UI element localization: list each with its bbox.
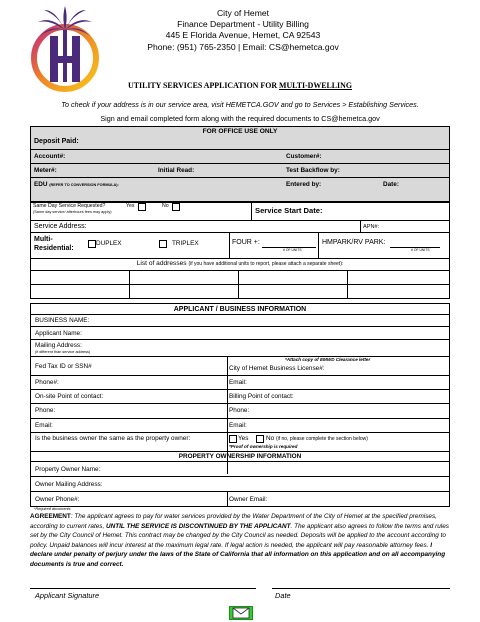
org-address: 445 E Florida Avenue, Hemet, CA 92543 (165, 30, 321, 41)
form-title-prefix: UTILITY SERVICES APPLICATION FOR (128, 81, 280, 90)
divider (347, 270, 348, 299)
divider (30, 284, 450, 285)
agreement-declaration: I declare under penalty of perjury under the laws of the State of California that all information on this application and on all accompanying documents is true and correct. (30, 541, 446, 568)
duplex-label: DUPLEX (96, 240, 122, 247)
divider (30, 149, 450, 150)
divider (30, 375, 450, 376)
service-area-instruction: To check if your address is in our service area, visit HEMETCA.GOV and go to Services > Establishing Services. (61, 100, 419, 109)
required-docs-note: *Required documents (34, 507, 71, 511)
date-signature-line[interactable] (272, 588, 450, 589)
applicant-signature-label: Applicant Signature (35, 591, 100, 600)
apn-label: APN#: (363, 224, 380, 230)
letterhead (118, 8, 368, 53)
divider (229, 232, 230, 258)
divider (251, 202, 252, 220)
customer-label: Customer#: (286, 153, 322, 160)
divider (30, 476, 450, 477)
divider (129, 270, 130, 299)
org-name: City of Hemet (216, 8, 270, 18)
divider (30, 389, 450, 390)
mailing-address-label: Mailing Address: (35, 342, 82, 349)
divider (30, 451, 450, 452)
divider (30, 177, 450, 178)
office-use-heading: FOR OFFICE USE ONLY (202, 128, 278, 135)
same-day-no-checkbox[interactable] (172, 203, 180, 211)
fed-tax-label: Fed Tax ID or SSN# (35, 363, 92, 370)
divider (30, 314, 450, 315)
onsite-email-label: Email: (35, 422, 53, 429)
agreement-text (30, 512, 450, 570)
owner-email-label: Owner Email: (229, 496, 268, 503)
business-license-label: City of Hemet Business License#: (229, 365, 325, 372)
account-label: Account#: (34, 153, 66, 160)
mailing-address-note: (if different than service address) (35, 350, 91, 354)
same-day-note: (Same day service/ afterhours fees may apply) (33, 210, 112, 214)
onsite-contact-label: On-site Point of contact: (35, 393, 104, 400)
edu-note: (REFER TO CONVERSION FORMULA): (49, 183, 119, 187)
date-label: Date: (383, 181, 399, 188)
email-form-button[interactable] (229, 606, 253, 620)
divider (30, 491, 450, 492)
owner-phone-label: Owner Phone#: (35, 496, 80, 503)
divider (30, 403, 450, 404)
owner-same-label: Is the business owner the same as the property owner: (35, 435, 191, 442)
hmpark-label: HMPARK/RV PARK: (322, 239, 386, 246)
divider (30, 163, 450, 164)
owner-same-no-label (266, 435, 368, 442)
divider (30, 220, 450, 221)
divider (30, 339, 450, 340)
test-backflow-label: Test Backflow by: (286, 167, 340, 174)
envelope-icon (230, 607, 252, 619)
billing-contact-label: Billing Point of contact: (229, 393, 294, 400)
submit-instruction: Sign and email completed form along with the required documents to CS@hemetca.gov (100, 114, 380, 123)
owner-same-yes-label: Yes (238, 435, 249, 442)
proof-of-ownership-note: *Proof of ownership is required (229, 444, 298, 449)
owner-same-no-checkbox[interactable] (256, 435, 264, 443)
applicant-name-label: Applicant Name: (35, 330, 82, 337)
divider (30, 326, 450, 327)
list-addresses-text: List of addresses (136, 260, 187, 267)
form-title (92, 81, 388, 90)
list-addresses-note: (if you have additional units to report, please attach a separate sheet): (188, 261, 344, 267)
agreement-part-1: : The applicant agrees to pay for water services provided by the Water Department of the City of Hemet at the specified premises, according to current rates, (30, 513, 437, 530)
triplex-checkbox[interactable] (159, 240, 167, 248)
same-day-no-label: No (162, 203, 169, 209)
divider (360, 220, 361, 232)
email-label: Email: (229, 379, 247, 386)
divider (30, 418, 450, 419)
divider (30, 258, 450, 259)
phone-number-label: Phone#: (35, 379, 59, 386)
edu-text: EDU (34, 181, 48, 188)
form-title-emphasis: MULTI-DWELLING (279, 81, 352, 90)
owner-same-yes-checkbox[interactable] (229, 435, 237, 443)
initial-read-label: Initial Read: (158, 167, 195, 174)
divider (30, 356, 450, 357)
city-of-hemet-logo (28, 6, 102, 92)
deposit-paid-label: Deposit Paid: (34, 138, 79, 145)
agreement-label: AGREEMENT (30, 513, 71, 520)
onsite-phone-label: Phone: (35, 407, 56, 414)
date-signature-label: Date (275, 591, 291, 600)
agreement-emphasis: UNTIL THE SERVICE IS DISCONTINUED BY THE APPLICANT (106, 522, 291, 530)
billing-email-label: Email: (229, 422, 247, 429)
divider (227, 491, 228, 507)
business-name-label: BUSINESS NAME: (35, 317, 90, 324)
meter-label: Meter#: (34, 167, 57, 174)
divider (238, 270, 239, 299)
service-start-date-label: Service Start Date: (255, 206, 323, 215)
multi-residential-label-2: Residential: (34, 245, 74, 252)
service-address-label: Service Address: (34, 223, 87, 230)
owner-mailing-label: Owner Mailing Address: (35, 481, 103, 488)
divider (30, 232, 450, 233)
hmpark-units-caption: # OF UNITS (411, 248, 430, 252)
divider (30, 461, 450, 462)
org-contact: Phone: (951) 765-2350 | Email: CS@hemetca.gov (147, 41, 339, 52)
divider (30, 270, 450, 271)
divider (30, 432, 450, 433)
applicant-signature-line[interactable] (30, 588, 256, 589)
emwd-note: *Attach copy of EMWD Clearance letter (285, 357, 371, 362)
four-plus-units-caption: # OF UNITS (283, 248, 302, 252)
owner-same-no-note: (if no, please complete the section below) (275, 436, 368, 442)
entered-by-label: Entered by: (286, 181, 322, 188)
office-use-section (30, 126, 450, 202)
property-heading: PROPERTY OWNERSHIP INFORMATION (178, 453, 302, 460)
four-plus-label: FOUR +: (232, 239, 260, 246)
edu-label (34, 181, 119, 188)
agreement-part-2: . The applicant also agrees to follow the terms and rules set by the City Council of Hemet. This contract may be changed by the City Council as needed. Deposits will be applied to the account according to policy. Unpaid balances will incur interest at the maximum legal rate. If legal action is needed, the applicant will pay reasonable attorney fees. (30, 522, 449, 549)
multi-residential-label: Multi- (34, 236, 53, 243)
divider (318, 232, 319, 258)
triplex-label: TRIPLEX (172, 240, 199, 247)
billing-phone-label: Phone: (229, 407, 250, 414)
same-day-yes-label: Yes (126, 203, 135, 209)
department-name: Finance Department - Utility Billing (177, 19, 309, 30)
owner-same-no-text: No (266, 435, 275, 442)
same-day-label: Same Day Service Requested? (33, 203, 106, 209)
duplex-checkbox[interactable] (88, 240, 96, 248)
list-addresses-label (30, 260, 450, 267)
applicant-heading: APPLICANT / BUSINESS INFORMATION (173, 306, 307, 313)
same-day-yes-checkbox[interactable] (138, 203, 146, 211)
owner-name-label: Property Owner Name: (35, 466, 101, 473)
